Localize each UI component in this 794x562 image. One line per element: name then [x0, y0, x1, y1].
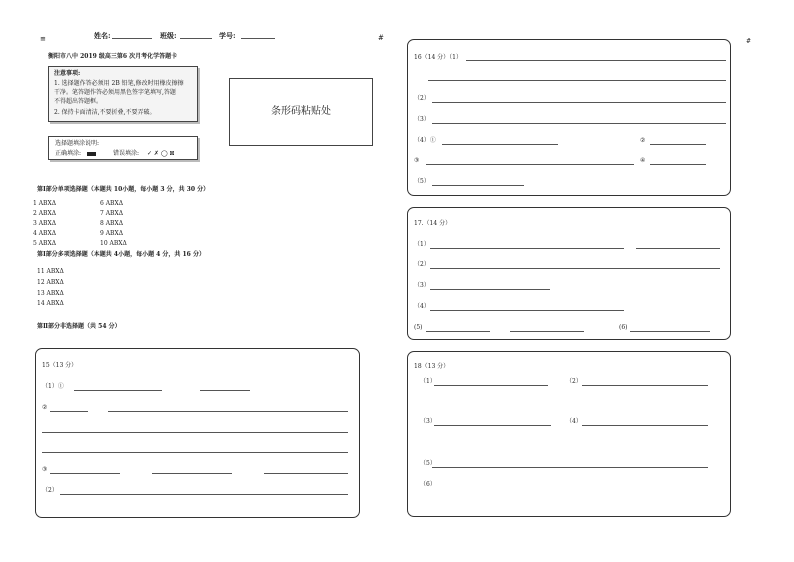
- q16-part5-label: （5）: [414, 178, 430, 185]
- q17-answer-line[interactable]: [430, 268, 720, 269]
- q16-answer-line[interactable]: [428, 80, 726, 81]
- q15-answer-line[interactable]: [42, 432, 348, 433]
- q17-title: 17.（14 分）: [414, 220, 452, 227]
- q15-answer-line[interactable]: [74, 390, 162, 391]
- q17-answer-line[interactable]: [636, 248, 720, 249]
- exam-title: 衡阳市八中 2019 级高三第6 次月考化学答题卡: [48, 53, 178, 60]
- q15-part1-label: （1）①: [42, 383, 64, 390]
- q17-answer-line[interactable]: [430, 248, 624, 249]
- q17-answer-line[interactable]: [430, 289, 550, 290]
- q15-answer-line[interactable]: [152, 473, 232, 474]
- q18-part2-label: （2）: [566, 378, 582, 385]
- q18-answer-line[interactable]: [434, 385, 548, 386]
- q16-part4c-label: ③: [414, 157, 420, 164]
- q15-part3-label: ③: [42, 466, 48, 473]
- q18-title: 18（13 分）: [414, 363, 450, 370]
- choice-4[interactable]: 4 ABXΔ: [33, 230, 57, 237]
- center-hash-mark: #: [378, 34, 384, 42]
- notice-title: 注意事项:: [54, 70, 81, 77]
- notice-line-3: 不得超出答题框。: [54, 98, 103, 105]
- q17-part1-label: （1）: [414, 241, 430, 248]
- q15-title: 15（13 分）: [42, 362, 78, 369]
- q18-part1-label: （1）: [420, 378, 436, 385]
- choice-1[interactable]: 1 ABXΔ: [33, 200, 57, 207]
- q15-answer-line[interactable]: [50, 473, 120, 474]
- part1-heading: 第Ⅰ部分单项选择题（本题共 10小题，每小题 3 分，共 30 分）: [37, 186, 210, 193]
- q18-answer-box: [407, 351, 731, 517]
- student-id-label: 学号:: [219, 31, 236, 40]
- q16-answer-line[interactable]: [432, 185, 524, 186]
- choice-5[interactable]: 5 ABXΔ: [33, 240, 57, 247]
- q17-part6-label: (6): [619, 324, 628, 331]
- q17-answer-line[interactable]: [510, 331, 584, 332]
- q16-answer-line[interactable]: [432, 123, 726, 124]
- notice-line-1: 1. 选择题作答必须用 2B 铅笔,修改时用橡皮擦擦: [54, 80, 184, 87]
- q17-answer-line[interactable]: [630, 331, 710, 332]
- wrong-fill-samples: ✓ ✗ ◯ ⊠: [147, 150, 175, 157]
- choice-13[interactable]: 13 ABXΔ: [37, 290, 64, 297]
- q18-answer-line[interactable]: [432, 467, 708, 468]
- q17-answer-line[interactable]: [426, 331, 490, 332]
- choice-9[interactable]: 9 ABXΔ: [100, 230, 124, 237]
- q16-answer-line[interactable]: [650, 144, 706, 145]
- name-field[interactable]: [112, 38, 152, 39]
- correct-fill-sample: [87, 152, 96, 156]
- q15-answer-line[interactable]: [108, 411, 348, 412]
- q15-answer-line[interactable]: [50, 411, 88, 412]
- q16-answer-box: [407, 39, 731, 196]
- q18-part6-label: （6）: [420, 481, 436, 488]
- q18-part3-label: （3）: [420, 418, 436, 425]
- q15-answer-line[interactable]: [60, 494, 348, 495]
- q17-answer-box: [407, 207, 731, 340]
- part2-heading: 第Ⅱ部分非选择题（共 54 分）: [37, 323, 121, 330]
- barcode-area: [229, 78, 373, 146]
- corner-mark: ≌: [40, 35, 46, 43]
- part1b-heading: 第Ⅰ部分多项选择题（本题共 4小题，每小题 4 分，共 16 分）: [37, 251, 205, 258]
- q15-answer-box: [35, 348, 360, 518]
- q15-part2-label: ②: [42, 404, 48, 411]
- q16-answer-line[interactable]: [650, 164, 706, 165]
- choice-2[interactable]: 2 ABXΔ: [33, 210, 57, 217]
- q17-part2-label: （2）: [414, 261, 430, 268]
- q17-part4-label: （4）: [414, 303, 430, 310]
- q16-answer-line[interactable]: [432, 102, 726, 103]
- q16-part4d-label: ④: [640, 157, 646, 164]
- barcode-label: 条形码粘贴处: [271, 106, 331, 117]
- q15-part4-label: （2）: [42, 487, 58, 494]
- choice-6[interactable]: 6 ABXΔ: [100, 200, 124, 207]
- q16-part2-label: （2）: [414, 95, 430, 102]
- choice-14[interactable]: 14 ABXΔ: [37, 300, 64, 307]
- q18-answer-line[interactable]: [582, 385, 708, 386]
- notice-line-4: 2. 保持卡面清洁,不要折叠,不要弄破。: [54, 109, 156, 116]
- q16-answer-line[interactable]: [426, 164, 634, 165]
- choice-3[interactable]: 3 ABXΔ: [33, 220, 57, 227]
- name-label: 姓名:: [94, 31, 111, 40]
- fill-guide-box: [48, 136, 198, 160]
- q16-answer-line[interactable]: [442, 144, 558, 145]
- fill-guide-title: 选择题填涂说明:: [55, 140, 100, 147]
- choice-12[interactable]: 12 ABXΔ: [37, 279, 64, 286]
- q15-answer-line[interactable]: [42, 452, 348, 453]
- q16-part4b-label: ②: [640, 137, 646, 144]
- q17-answer-line[interactable]: [430, 310, 624, 311]
- right-hash-mark: #: [746, 38, 752, 45]
- class-field[interactable]: [180, 38, 212, 39]
- student-id-field[interactable]: [241, 38, 275, 39]
- choice-8[interactable]: 8 ABXΔ: [100, 220, 124, 227]
- q16-title: 16（14 分）（1）: [414, 54, 462, 61]
- q17-part5-label: (5): [414, 324, 423, 331]
- choice-7[interactable]: 7 ABXΔ: [100, 210, 124, 217]
- class-label: 班级:: [160, 31, 177, 40]
- q18-part5-label: （5）: [420, 460, 436, 467]
- notice-line-2: 干净。笔答题作答必须用黑色签字笔填写,答题: [54, 89, 176, 96]
- correct-fill-label: 正确填涂:: [55, 150, 82, 157]
- q15-answer-line[interactable]: [200, 390, 250, 391]
- q18-answer-line[interactable]: [434, 425, 551, 426]
- wrong-fill-label: 错误填涂:: [113, 150, 140, 157]
- q15-answer-line[interactable]: [264, 473, 348, 474]
- q16-part3-label: （3）: [414, 116, 430, 123]
- q16-answer-line[interactable]: [466, 60, 726, 61]
- choice-10[interactable]: 10 ABXΔ: [100, 240, 127, 247]
- choice-11[interactable]: 11 ABXΔ: [37, 268, 64, 275]
- notice-box: [48, 66, 198, 122]
- q18-answer-line[interactable]: [582, 425, 708, 426]
- q17-part3-label: （3）: [414, 282, 430, 289]
- q18-part4-label: （4）: [566, 418, 582, 425]
- q16-part4-label: （4）①: [414, 137, 436, 144]
